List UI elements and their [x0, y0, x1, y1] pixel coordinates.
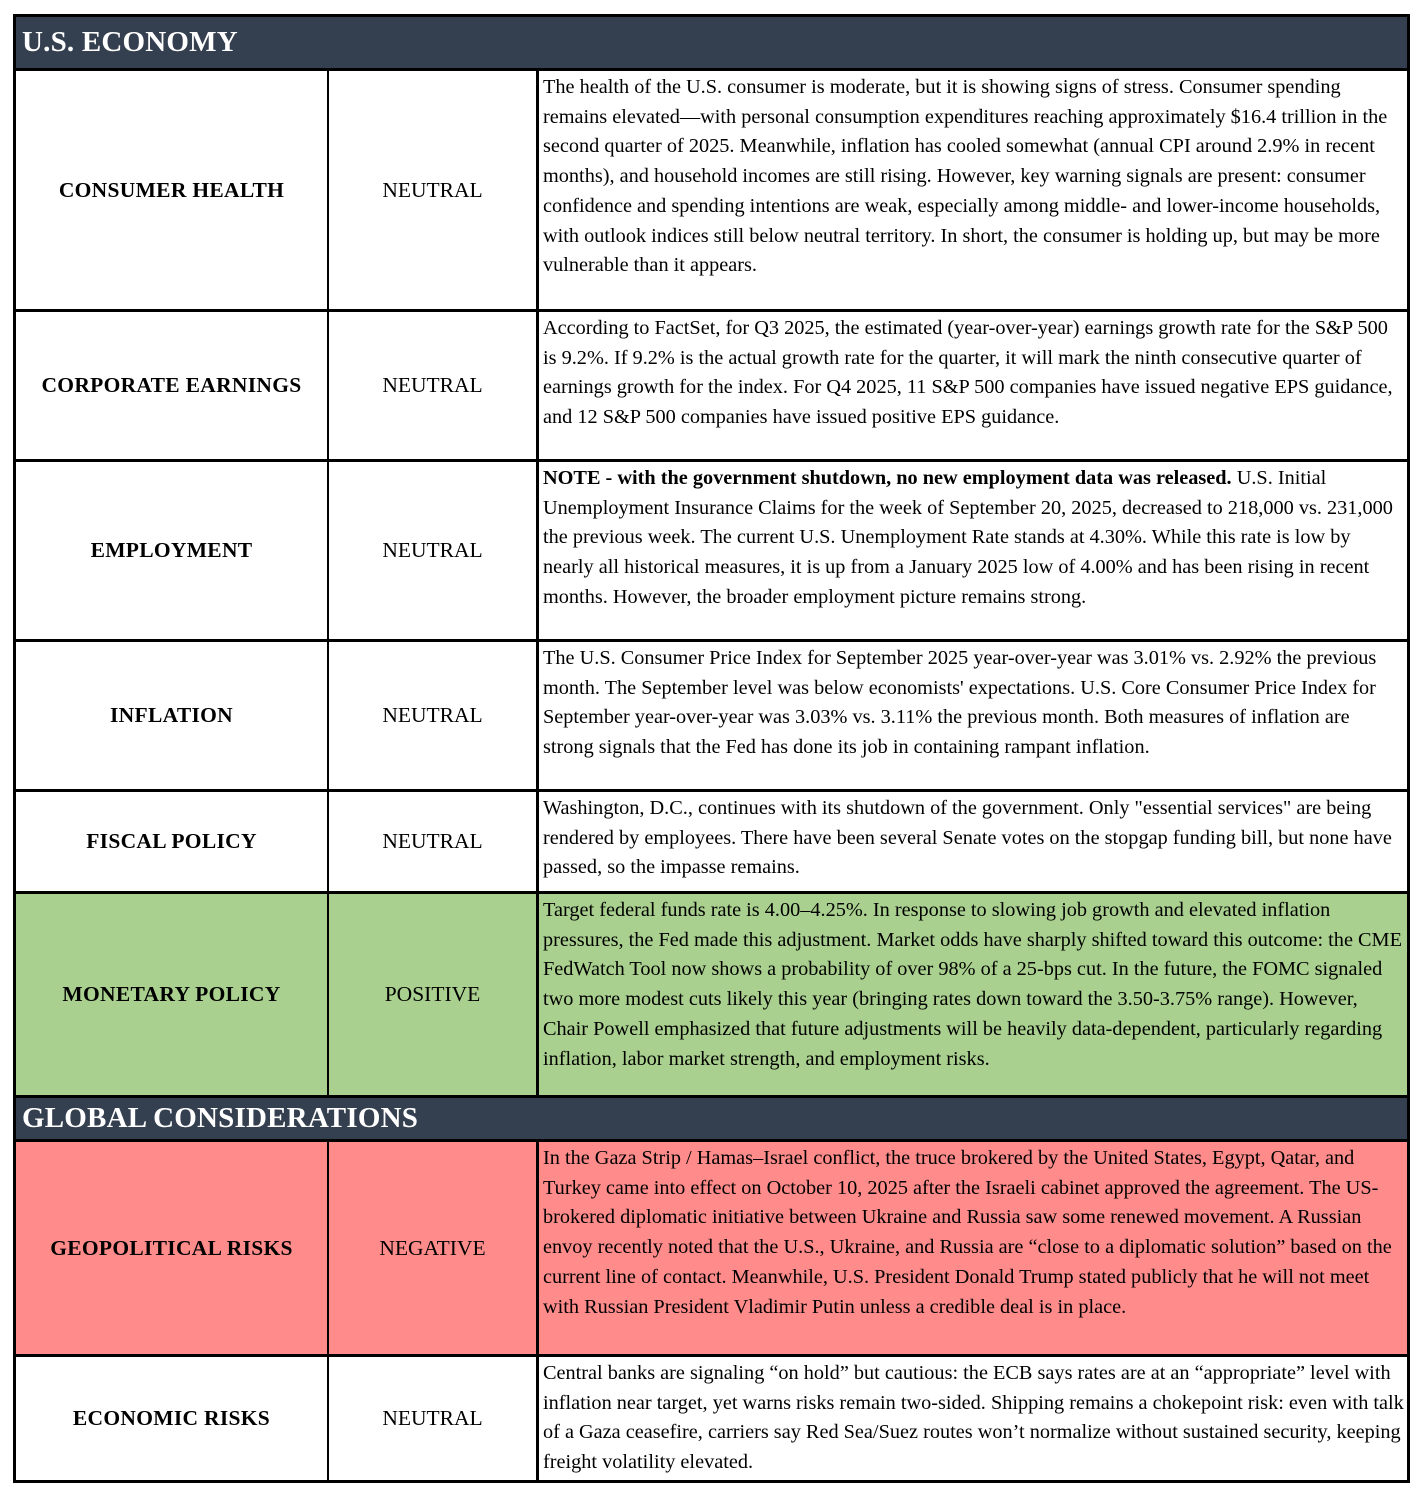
- category-label: INFLATION: [16, 642, 329, 789]
- category-label: ECONOMIC RISKS: [16, 1357, 329, 1480]
- rating-badge: NEUTRAL: [329, 71, 539, 309]
- section-header-global-considerations: [13, 1098, 1410, 1142]
- table-row-economic-risks: [13, 1357, 1410, 1483]
- category-label: CONSUMER HEALTH: [16, 71, 329, 309]
- table-row-fiscal-policy: [13, 792, 1410, 894]
- commentary-text: Target federal funds rate is 4.00–4.25%. In response to slowing job growth and elevated inflation pressures, the Fed made this adjustment. Market odds have sharply shifted toward this outcome: the CME FedWatch Tool now shows a probability of over 98% of a 25-bps cut. In the future, the FOMC signaled two more modest cuts likely this year (bringing rates down toward the 3.50-3.75% range). However, Chair Powell emphasized that future adjustments will be heavily data-dependent, particularly regarding inflation, labor market strength, and employment risks.: [543, 899, 1402, 1070]
- table-row-monetary-policy: [13, 894, 1410, 1098]
- category-label: MONETARY POLICY: [16, 894, 329, 1095]
- rating-badge: NEUTRAL: [329, 1357, 539, 1480]
- table-row-consumer-health: [13, 71, 1410, 312]
- section-title: GLOBAL CONSIDERATIONS: [22, 1102, 419, 1134]
- employment-detail: U.S. Initial Unemployment Insurance Claims for the week of September 20, 2025, decreased to 218,000 vs. 231,000 the previous week. The current U.S. Unemployment Rate stands at 4.30%. While this rate is low by nearly all historical measures, it is up from a January 2025 low of 4.00% and has been rising in recent months. However, the broader employment picture remains strong.: [543, 467, 1393, 608]
- rating-badge: POSITIVE: [329, 894, 539, 1095]
- rating-badge: NEUTRAL: [329, 792, 539, 891]
- section-header-us-economy: [13, 14, 1410, 71]
- category-label: EMPLOYMENT: [16, 462, 329, 639]
- commentary-text: [539, 462, 1407, 639]
- commentary-text: Washington, D.C., continues with its shutdown of the government. Only "essential services" are being rendered by employees. There have been several Senate votes on the stopgap funding bill, but none have passed, so the impasse remains.: [543, 797, 1392, 879]
- table-row-corporate-earnings: [13, 312, 1410, 462]
- table-row-employment: [13, 462, 1410, 642]
- table-row-geopolitical-risks: [13, 1142, 1410, 1357]
- commentary-text: Central banks are signaling “on hold” but cautious: the ECB says rates are at an “appropriate” level with inflation near target, yet warns risks remain two-sided. Shipping remains a chokepoint risk: even with talk of a Gaza ceasefire, carriers say Red Sea/Suez routes won’t normalize without sustained security, keeping freight volatility elevated.: [543, 1362, 1404, 1474]
- commentary-text: In the Gaza Strip / Hamas–Israel conflict, the truce brokered by the United States, Egypt, Qatar, and Turkey came into effect on October 10, 2025 after the Israeli cabinet approved the agreement. The US-brokered diplomatic initiative between Ukraine and Russia saw some renewed movement. A Russian envoy recently noted that the U.S., Ukraine, and Russia are “close to a diplomatic solution” based on the current line of contact. Meanwhile, U.S. President Donald Trump stated publicly that he will not meet with Russian President Vladimir Putin unless a credible deal is in place.: [543, 1147, 1392, 1318]
- category-label: GEOPOLITICAL RISKS: [16, 1142, 329, 1354]
- section-title: U.S. ECONOMY: [22, 26, 238, 58]
- shutdown-note: NOTE - with the government shutdown, no new employment data was released.: [543, 467, 1232, 489]
- rating-badge: NEGATIVE: [329, 1142, 539, 1354]
- rating-badge: NEUTRAL: [329, 312, 539, 459]
- economic-outlook-table: [13, 14, 1410, 1483]
- category-label: CORPORATE EARNINGS: [16, 312, 329, 459]
- table-row-inflation: [13, 642, 1410, 792]
- commentary-text: The health of the U.S. consumer is moderate, but it is showing signs of stress. Consumer spending remains elevated—with personal consumption expenditures reaching approximately $16.4 trillion in the second quarter of 2025. Meanwhile, inflation has cooled somewhat (annual CPI around 2.9% in recent months), and household incomes are still rising. However, key warning signals are present: consumer confidence and spending intentions are weak, especially among middle- and lower-income households, with outlook indices still below neutral territory. In short, the consumer is holding up, but may be more vulnerable than it appears.: [543, 76, 1388, 277]
- rating-badge: NEUTRAL: [329, 462, 539, 639]
- commentary-text: According to FactSet, for Q3 2025, the estimated (year-over-year) earnings growth rate for the S&P 500 is 9.2%. If 9.2% is the actual growth rate for the quarter, it will mark the ninth consecutive quarter of earnings growth for the index. For Q4 2025, 11 S&P 500 companies have issued negative EPS guidance, and 12 S&P 500 companies have issued positive EPS guidance.: [543, 317, 1393, 429]
- commentary-text: The U.S. Consumer Price Index for September 2025 year-over-year was 3.01% vs. 2.92% the previous month. The September level was below economists' expectations. U.S. Core Consumer Price Index for September year-over-year was 3.03% vs. 3.11% the previous month. Both measures of inflation are strong signals that the Fed has done its job in containing rampant inflation.: [543, 647, 1377, 759]
- rating-badge: NEUTRAL: [329, 642, 539, 789]
- category-label: FISCAL POLICY: [16, 792, 329, 891]
